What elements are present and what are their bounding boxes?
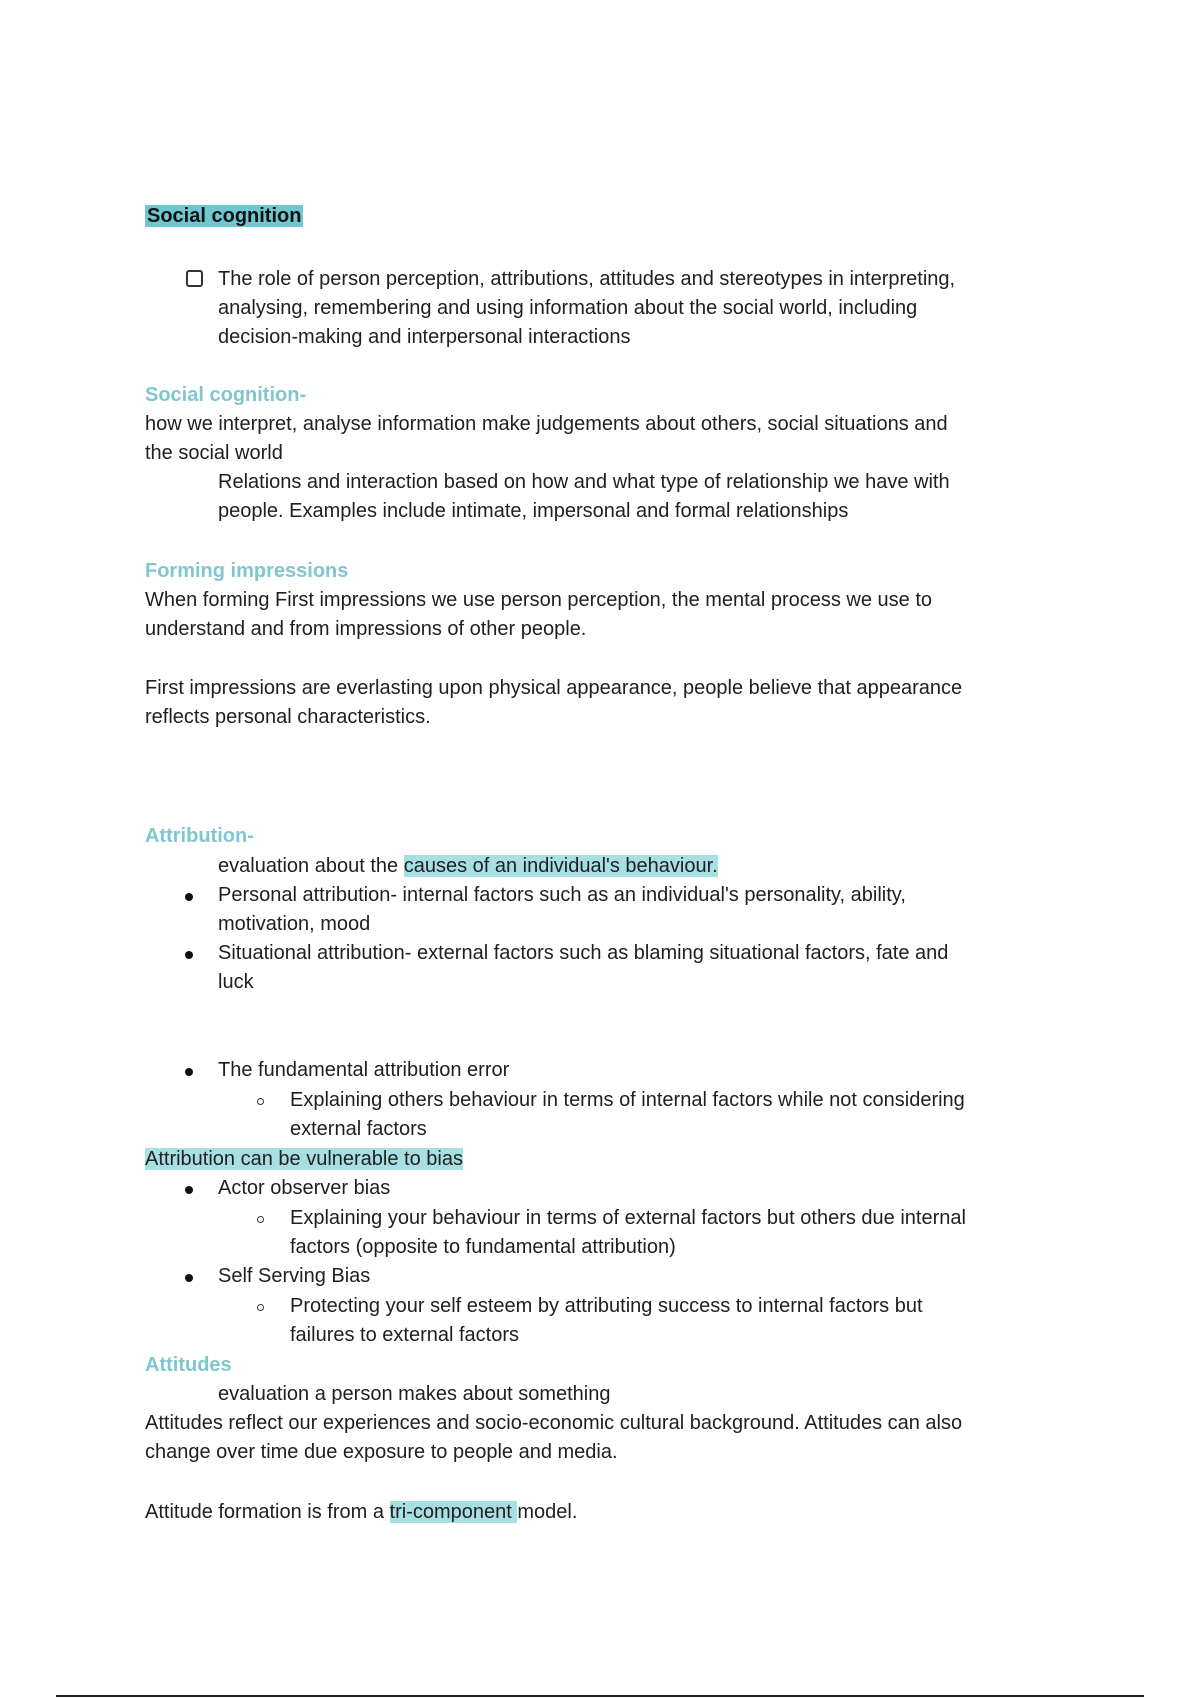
bias-heading: Attribution can be vulnerable to bias	[145, 1148, 463, 1170]
sub-list-item-continued: failures to external factors	[290, 1324, 519, 1346]
list-item: Situational attribution- external factors such as blaming situational factors, fate and	[218, 942, 949, 964]
list-item: Personal attribution- internal factors such as an individual's personality, ability,	[218, 884, 906, 906]
checklist-line: analysing, remembering and using information about the social world, including	[218, 297, 918, 319]
sub-bullet-icon	[257, 1216, 264, 1223]
paragraph-line: people. Examples include intimate, impersonal and formal relationships	[218, 500, 849, 522]
page-title: Social cognition	[147, 205, 302, 227]
section-heading-social-cognition: Social cognition-	[145, 384, 307, 406]
paragraph-line: When forming First impressions we use person perception, the mental process we use to	[145, 589, 933, 611]
checkbox[interactable]	[186, 270, 203, 287]
paragraph-line: evaluation a person makes about something	[218, 1383, 611, 1405]
sub-list-item: Protecting your self esteem by attributing success to internal factors but	[290, 1295, 923, 1317]
sub-list-item-continued: external factors	[290, 1118, 427, 1140]
list-item: Self Serving Bias	[218, 1265, 371, 1287]
checklist-line: The role of person perception, attributions, attitudes and stereotypes in interpreting,	[218, 268, 956, 290]
paragraph-line: reflects personal characteristics.	[145, 706, 431, 728]
sub-list-item-continued: factors (opposite to fundamental attribution)	[290, 1236, 676, 1258]
sub-bullet-icon	[257, 1304, 264, 1311]
section-heading-attribution: Attribution-	[145, 825, 254, 847]
footer-divider	[56, 1695, 1144, 1697]
section-heading-attitudes: Attitudes	[145, 1354, 232, 1376]
paragraph-line: how we interpret, analyse information make judgements about others, social situations and	[145, 413, 948, 435]
list-item: Actor observer bias	[218, 1177, 391, 1199]
checklist-line: decision-making and interpersonal interactions	[218, 326, 631, 348]
paragraph-line: Attitude formation is from a tri-component model.	[145, 1501, 578, 1523]
paragraph-line: First impressions are everlasting upon physical appearance, people believe that appearance	[145, 677, 963, 699]
paragraph-line: Attitudes reflect our experiences and socio-economic cultural background. Attitudes can also	[145, 1412, 963, 1434]
bullet-icon	[185, 1274, 193, 1282]
sub-list-item: Explaining your behaviour in terms of external factors but others due internal	[290, 1207, 966, 1229]
paragraph-line: Relations and interaction based on how and what type of relationship we have with	[218, 471, 950, 493]
list-item-continued: luck	[218, 971, 254, 993]
sub-bullet-icon	[257, 1098, 264, 1105]
sub-list-item: Explaining others behaviour in terms of internal factors while not considering	[290, 1089, 965, 1111]
bullet-icon	[185, 1186, 193, 1194]
bullet-icon	[185, 951, 193, 959]
paragraph-line: understand and from impressions of other people.	[145, 618, 587, 640]
section-heading-forming-impressions: Forming impressions	[145, 560, 349, 582]
attribution-definition: evaluation about the causes of an individual's behaviour.	[218, 855, 718, 877]
paragraph-line: the social world	[145, 442, 283, 464]
bullet-icon	[185, 1068, 193, 1076]
bullet-icon	[185, 893, 193, 901]
list-item-continued: motivation, mood	[218, 913, 371, 935]
paragraph-line: change over time due exposure to people and media.	[145, 1441, 618, 1463]
list-item: The fundamental attribution error	[218, 1059, 510, 1081]
